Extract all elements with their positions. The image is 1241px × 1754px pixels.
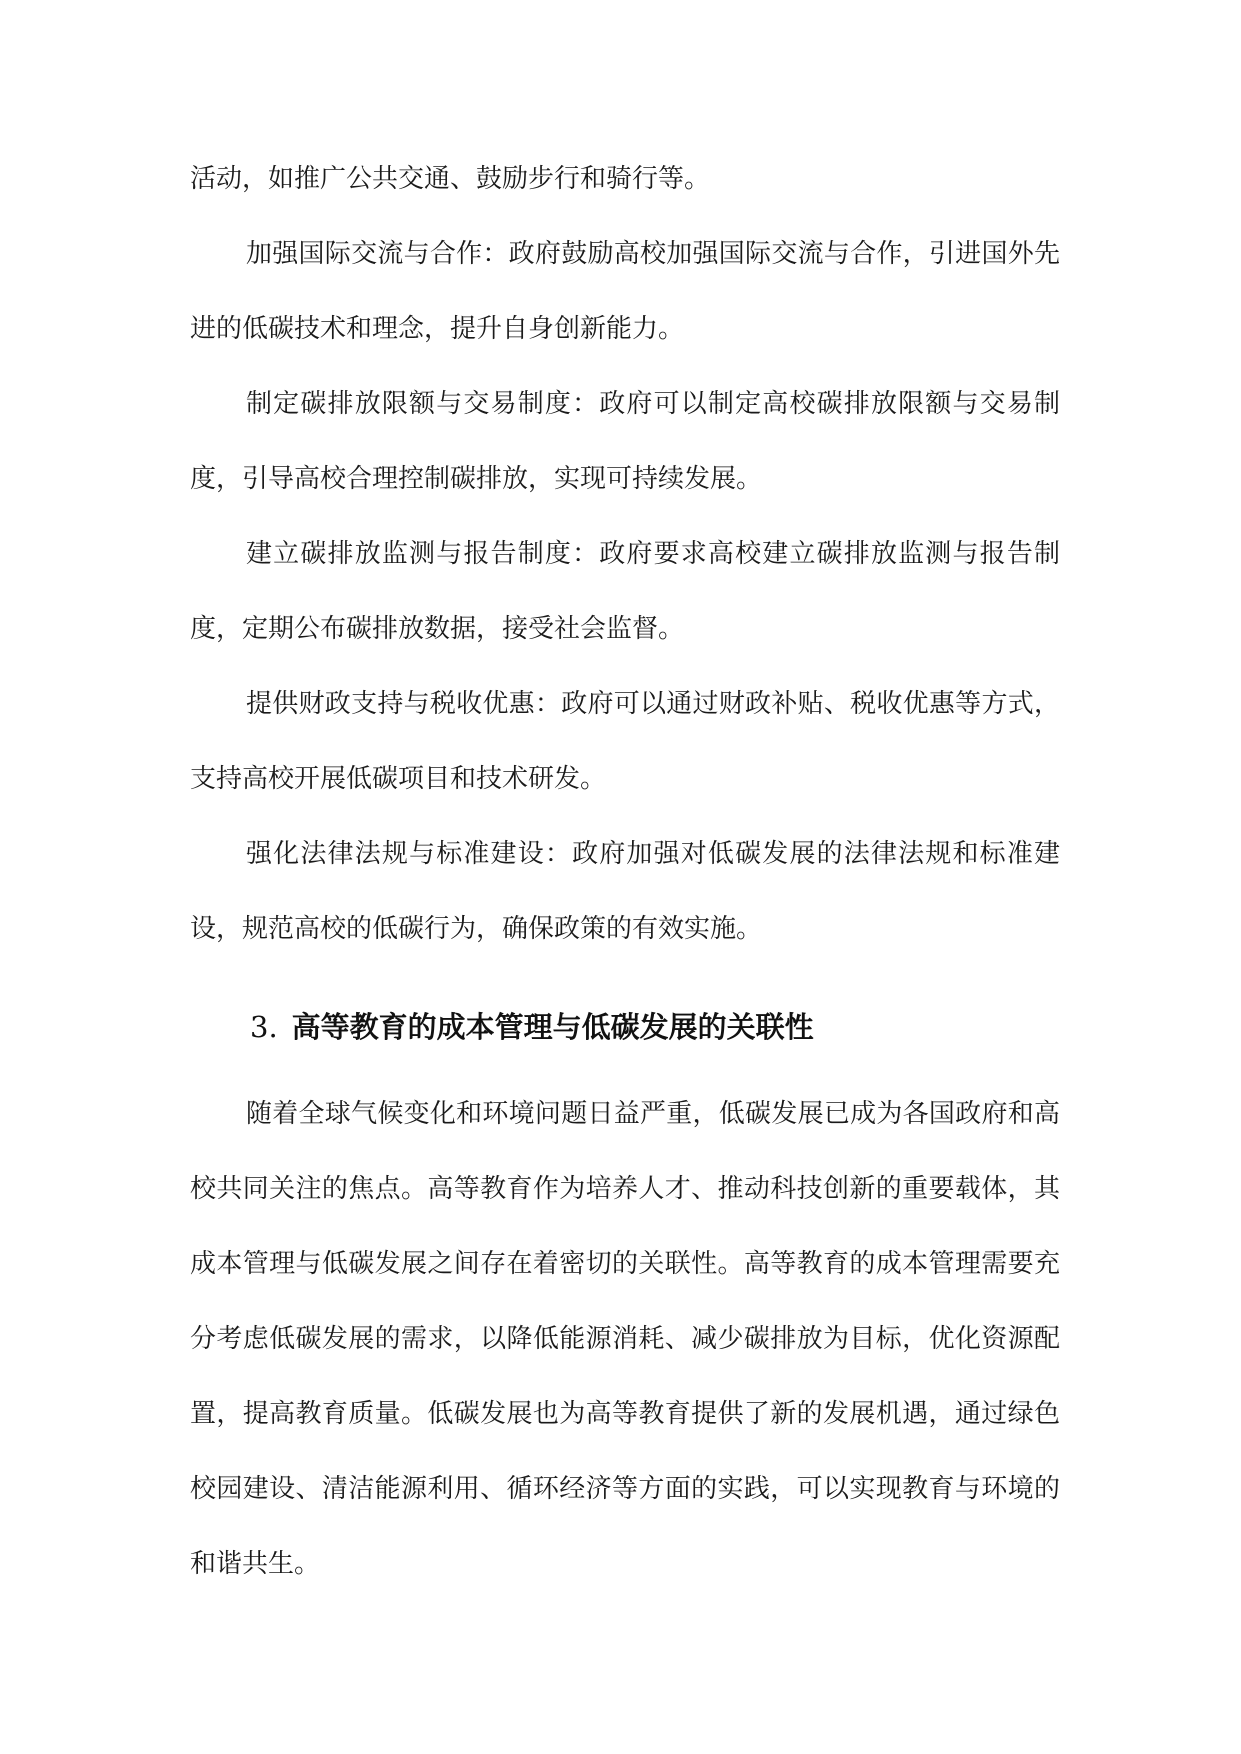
paragraph-continuation: 活动，如推广公共交通、鼓励步行和骑行等。: [190, 164, 711, 194]
document-body: [190, 142, 1060, 1602]
paragraph-international-cooperation: 加强国际交流与合作：政府鼓励高校加强国际交流与合作，引进国外先进的低碳技术和理念，提升自身创新能力。: [190, 239, 1060, 344]
section-heading: [190, 989, 1060, 1065]
paragraph-legal-standards: 强化法律法规与标准建设：政府加强对低碳发展的法律法规和标准建设，规范高校的低碳行为，确保政策的有效实施。: [190, 839, 1060, 944]
paragraph-emission-monitoring: 建立碳排放监测与报告制度：政府要求高校建立碳排放监测与报告制度，定期公布碳排放数据，接受社会监督。: [190, 539, 1060, 644]
paragraph-financial-support: 提供财政支持与税收优惠：政府可以通过财政补贴、税收优惠等方式，支持高校开展低碳项目和技术研发。: [190, 689, 1060, 794]
paragraph-cost-lowcarbon-relation: 随着全球气候变化和环境问题日益严重，低碳发展已成为各国政府和高校共同关注的焦点。高等教育作为培养人才、推动科技创新的重要载体，其成本管理与低碳发展之间存在着密切的关联性。高等教育的成本管理需要充分考虑低碳发展的需求，以降低能源消耗、减少碳排放为目标，优化资源配置，提高教育质量。低碳发展也为高等教育提供了新的发展机遇，通过绿色校园建设、清洁能源利用、循环经济等方面的实践，可以实现教育与环境的和谐共生。: [190, 1099, 1060, 1579]
section-title: 高等教育的成本管理与低碳发展的关联性: [291, 1010, 814, 1044]
section-number: 3.: [250, 1010, 278, 1044]
paragraph-emission-quota: 制定碳排放限额与交易制度：政府可以制定高校碳排放限额与交易制度，引导高校合理控制碳排放，实现可持续发展。: [190, 389, 1060, 494]
